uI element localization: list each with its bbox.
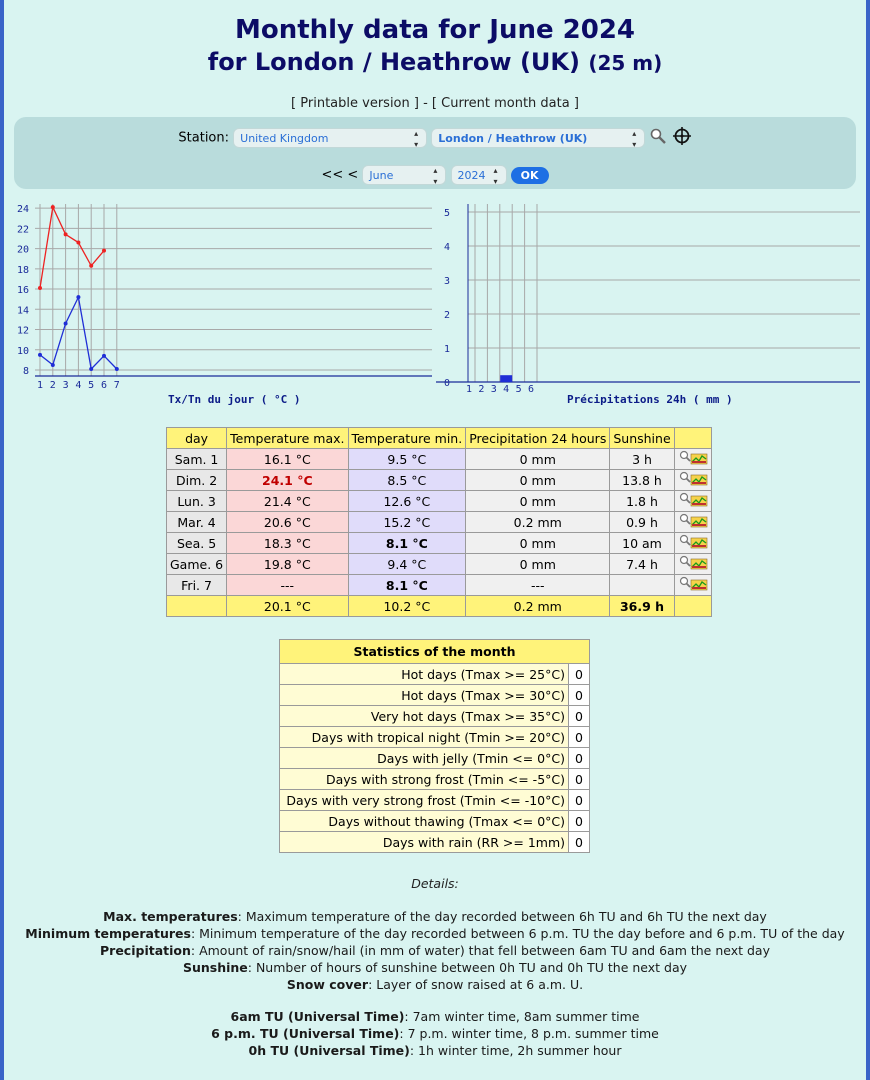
totals-label-cell <box>167 596 227 617</box>
stats-value: 0 <box>569 769 590 790</box>
y-tick-label: 3 <box>443 276 450 287</box>
day-detail-icon[interactable] <box>674 470 711 491</box>
tmax-cell: 20.6 °C <box>227 512 348 533</box>
details-definition: : Number of hours of sunshine between 0h TU and 0h TU the next day <box>247 960 688 975</box>
stats-row <box>280 811 590 832</box>
day-cell: Game. 6 <box>167 554 227 575</box>
sunshine-cell: 13.8 h <box>610 470 674 491</box>
target-icon[interactable] <box>672 126 692 150</box>
day-detail-icon[interactable] <box>674 575 711 596</box>
precip-cell: 0.2 mm <box>466 512 610 533</box>
data-point <box>38 353 42 357</box>
x-tick-label: 6 <box>527 384 535 392</box>
y-tick-label: 12 <box>16 325 29 337</box>
stats-value: 0 <box>569 811 590 832</box>
tmin-cell: 8.1 °C <box>348 575 466 596</box>
sunshine-cell <box>610 575 674 596</box>
data-point <box>51 205 55 209</box>
precip-cell: 0 mm <box>466 491 610 512</box>
precip-cell: 0 mm <box>466 533 610 554</box>
magnifier-icon[interactable] <box>649 127 667 149</box>
stats-value: 0 <box>569 727 590 748</box>
col-tmin: Temperature min. <box>348 428 466 449</box>
data-point <box>64 321 68 325</box>
stats-row <box>280 769 590 790</box>
details-line <box>4 976 866 993</box>
table-row <box>167 491 712 512</box>
y-tick-label: 14 <box>16 305 29 317</box>
station-select[interactable]: London / Heathrow (UK) ▴▾ <box>431 128 645 148</box>
tmin-avg: 10.2 °C <box>348 596 466 617</box>
month-select[interactable]: June ▴▾ <box>362 165 446 185</box>
precip-cell: 0 mm <box>466 449 610 470</box>
day-cell: Lun. 3 <box>167 491 227 512</box>
col-precip: Precipitation 24 hours <box>466 428 610 449</box>
y-tick-label: 22 <box>16 224 29 236</box>
precipitation-chart-title: Précipitations 24h ( mm ) <box>567 393 733 406</box>
stats-title: Statistics of the month <box>280 640 590 664</box>
stats-row <box>280 685 590 706</box>
stats-row <box>280 664 590 685</box>
sunshine-cell: 7.4 h <box>610 554 674 575</box>
y-tick-label: 0 <box>443 378 450 389</box>
title-line1: Monthly data for June 2024 <box>234 15 636 45</box>
totals-row <box>167 596 712 617</box>
table-header-row <box>167 428 712 449</box>
totals-empty-cell <box>674 596 711 617</box>
tmax-avg: 20.1 °C <box>227 596 348 617</box>
stats-row <box>280 727 590 748</box>
sunshine-cell: 10 am <box>610 533 674 554</box>
x-tick-label: 1 <box>465 384 473 392</box>
details-term: Sunshine <box>182 960 248 975</box>
day-detail-icon[interactable] <box>674 491 711 512</box>
title-altitude: (25 m) <box>588 51 663 75</box>
stats-value: 0 <box>569 706 590 727</box>
stats-label: Days with strong frost (Tmin <= -5°C) <box>280 769 569 790</box>
details-term: Snow cover <box>286 977 369 992</box>
day-cell: Fri. 7 <box>167 575 227 596</box>
stats-row <box>280 832 590 853</box>
day-cell: Sea. 5 <box>167 533 227 554</box>
day-detail-icon[interactable] <box>674 533 711 554</box>
x-tick-label: 3 <box>490 384 497 392</box>
tmax-cell: 21.4 °C <box>227 491 348 512</box>
x-tick-label: 4 <box>503 384 510 392</box>
y-tick-label: 5 <box>443 208 450 219</box>
tmax-cell: 19.8 °C <box>227 554 348 575</box>
x-tick-label: 2 <box>49 380 56 391</box>
stats-value: 0 <box>569 685 590 706</box>
previous-month-link[interactable]: << < <box>321 167 359 183</box>
year-select[interactable]: 2024 ▴▾ <box>451 165 507 185</box>
tmax-cell: 16.1 °C <box>227 449 348 470</box>
y-tick-label: 4 <box>443 242 450 253</box>
time-line <box>4 1008 866 1025</box>
stats-label: Hot days (Tmax >= 30°C) <box>280 685 569 706</box>
ok-button[interactable]: OK <box>511 167 549 184</box>
time-line <box>4 1042 866 1059</box>
precip-cell: --- <box>466 575 610 596</box>
data-point <box>102 249 106 253</box>
y-tick-label: 18 <box>16 264 29 276</box>
tmax-cell: --- <box>227 575 348 596</box>
x-tick-label: 3 <box>62 380 69 391</box>
y-tick-label: 16 <box>16 285 29 297</box>
country-select[interactable]: United Kingdom ▴▾ <box>233 128 427 148</box>
current-month-link[interactable]: Current month data <box>441 96 570 111</box>
tmin-cell: 9.5 °C <box>348 449 466 470</box>
x-tick-label: 7 <box>113 380 120 391</box>
stats-label: Days with jelly (Tmin <= 0°C) <box>280 748 569 769</box>
details-definitions <box>4 908 866 993</box>
title-line2 <box>4 46 866 79</box>
col-tmax: Temperature max. <box>227 428 348 449</box>
data-point <box>76 241 80 245</box>
precipitation-chart <box>436 196 860 392</box>
y-tick-label: 8 <box>22 366 29 377</box>
details-definition: : Layer of snow raised at 6 a.m. U. <box>368 977 584 992</box>
x-tick-label: 6 <box>100 380 108 391</box>
links-separator: ] - [ <box>413 96 437 111</box>
x-tick-label: 5 <box>515 384 522 392</box>
title-station: for London / Heathrow (UK) <box>207 48 580 76</box>
data-point <box>115 367 119 371</box>
top-links: [ Printable version ] - [ Current month data ] <box>291 96 579 111</box>
temperature-chart-title: Tx/Tn du jour ( °C ) <box>168 393 301 406</box>
y-tick-label: 1 <box>443 344 450 355</box>
details-definition: : Minimum temperature of the day recorded between 6 p.m. TU the day before and 6 p.m. TU of the day <box>190 926 845 941</box>
sunshine-cell: 0.9 h <box>610 512 674 533</box>
stats-row <box>280 790 590 811</box>
stats-row <box>280 748 590 769</box>
stats-label: Very hot days (Tmax >= 35°C) <box>280 706 569 727</box>
tmax-series-line <box>40 207 104 288</box>
stats-label: Days with rain (RR >= 1mm) <box>280 832 569 853</box>
time-definition: : 1h winter time, 2h summer hour <box>409 1043 622 1058</box>
tmin-cell: 12.6 °C <box>348 491 466 512</box>
details-line <box>4 942 866 959</box>
sunshine-cell: 3 h <box>610 449 674 470</box>
col-details <box>674 428 711 449</box>
data-point <box>89 367 93 371</box>
stats-value: 0 <box>569 790 590 811</box>
details-definition: : Maximum temperature of the day recorded between 6h TU and 6h TU the next day <box>237 909 767 924</box>
data-point <box>38 286 42 290</box>
stats-label: Days with tropical night (Tmin >= 20°C) <box>280 727 569 748</box>
day-detail-icon[interactable] <box>674 554 711 575</box>
table-row <box>167 470 712 491</box>
y-tick-label: 10 <box>16 345 29 357</box>
stats-label: Days with very strong frost (Tmin <= -10°C) <box>280 790 569 811</box>
table-row <box>167 512 712 533</box>
time-definition: : 7am winter time, 8am summer time <box>404 1009 640 1024</box>
day-cell: Dim. 2 <box>167 470 227 491</box>
table-row <box>167 575 712 596</box>
tmax-cell: 24.1 °C <box>227 470 348 491</box>
temperature-chart <box>12 196 434 392</box>
x-tick-label: 1 <box>36 380 44 391</box>
table-row <box>167 533 712 554</box>
tmin-cell: 9.4 °C <box>348 554 466 575</box>
x-tick-label: 4 <box>75 380 82 391</box>
data-point <box>102 354 106 358</box>
stats-label: Hot days (Tmax >= 25°C) <box>280 664 569 685</box>
time-definitions <box>4 1008 866 1059</box>
details-heading: Details: <box>411 876 459 891</box>
time-term: 6 p.m. TU (Universal Time) <box>211 1026 400 1041</box>
y-tick-label: 20 <box>16 244 29 256</box>
precip-cell: 0 mm <box>466 470 610 491</box>
x-tick-label: 2 <box>478 384 485 392</box>
sunshine-total: 36.9 h <box>610 596 674 617</box>
y-tick-label: 24 <box>16 204 29 216</box>
tmax-cell: 18.3 °C <box>227 533 348 554</box>
daily-data-table <box>166 427 712 617</box>
col-sunshine: Sunshine <box>610 428 674 449</box>
stats-value: 0 <box>569 748 590 769</box>
details-line <box>4 925 866 942</box>
stats-value: 0 <box>569 832 590 853</box>
stats-label: Days without thawing (Tmax <= 0°C) <box>280 811 569 832</box>
time-term: 6am TU (Universal Time) <box>230 1009 405 1024</box>
details-term: Minimum temperatures <box>25 926 191 941</box>
tmin-cell: 8.5 °C <box>348 470 466 491</box>
details-term: Precipitation <box>100 943 191 958</box>
data-point <box>76 295 80 299</box>
data-point <box>89 264 93 268</box>
day-cell: Mar. 4 <box>167 512 227 533</box>
details-line <box>4 908 866 925</box>
details-term: Max. temperatures <box>103 909 238 924</box>
y-tick-label: 2 <box>443 310 450 321</box>
col-day: day <box>167 428 227 449</box>
time-line <box>4 1025 866 1042</box>
month-statistics-table <box>279 639 590 853</box>
tmin-cell: 15.2 °C <box>348 512 466 533</box>
tmin-cell: 8.1 °C <box>348 533 466 554</box>
details-line <box>4 959 866 976</box>
page-title <box>4 14 866 79</box>
day-cell: Sam. 1 <box>167 449 227 470</box>
x-tick-label: 5 <box>88 380 95 391</box>
precip-total: 0.2 mm <box>466 596 610 617</box>
precip-cell: 0 mm <box>466 554 610 575</box>
day-detail-icon[interactable] <box>674 512 711 533</box>
data-point <box>51 363 55 367</box>
precip-bar <box>500 375 512 382</box>
sunshine-cell: 1.8 h <box>610 491 674 512</box>
station-label: Station: <box>178 130 230 146</box>
details-definition: : Amount of rain/snow/hail (in mm of water) that fell between 6am TU and 6am the next day <box>190 943 770 958</box>
time-definition: : 7 p.m. winter time, 8 p.m. summer time <box>399 1026 659 1041</box>
stats-value: 0 <box>569 664 590 685</box>
station-form <box>14 117 856 189</box>
printable-version-link[interactable]: Printable version <box>300 96 410 111</box>
stats-row <box>280 706 590 727</box>
day-detail-icon[interactable] <box>674 449 711 470</box>
time-term: 0h TU (Universal Time) <box>248 1043 410 1058</box>
table-row <box>167 449 712 470</box>
table-row <box>167 554 712 575</box>
data-point <box>64 232 68 236</box>
